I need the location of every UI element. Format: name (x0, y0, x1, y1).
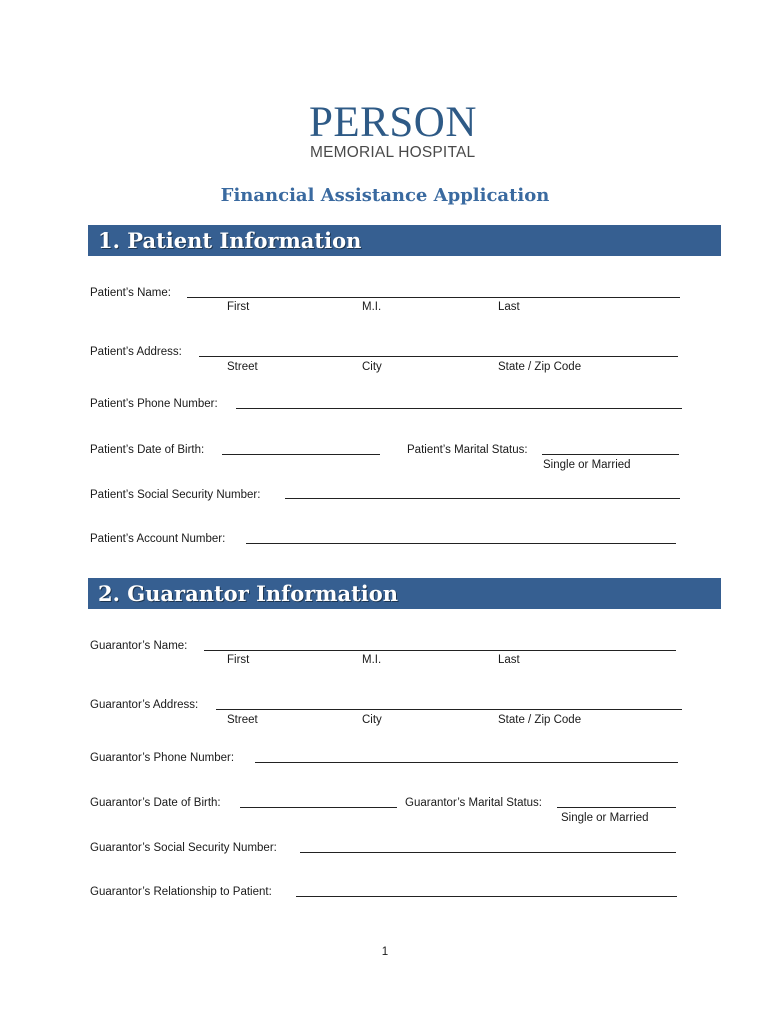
field-label: Patient’s Name: (90, 287, 171, 299)
sublabel-first: First (227, 301, 250, 313)
field-label: Patient’s Account Number: (90, 533, 226, 545)
field-label: Patient’s Date of Birth: (90, 444, 205, 456)
patient-ssn-line[interactable] (285, 498, 680, 499)
sublabel-city: City (362, 714, 382, 726)
field-label: Patient’s Phone Number: (90, 398, 218, 410)
sublabel-last: Last (498, 301, 520, 313)
field-label: Guarantor’s Address: (90, 699, 199, 711)
guarantor-dob-line[interactable] (240, 807, 397, 808)
sublabel-marital-hint: Single or Married (561, 812, 649, 824)
section-header-patient (88, 225, 721, 256)
patient-marital-line[interactable] (542, 454, 679, 455)
guarantor-ssn-line[interactable] (300, 852, 676, 853)
sublabel-street: Street (227, 714, 258, 726)
sublabel-last: Last (498, 654, 520, 666)
field-label: Guarantor’s Relationship to Patient: (90, 886, 272, 898)
guarantor-name-line[interactable] (204, 650, 676, 651)
field-label: Guarantor’s Social Security Number: (90, 842, 277, 854)
guarantor-phone-line[interactable] (255, 762, 678, 763)
section-title: 2. Guarantor Information (98, 581, 399, 606)
sublabel-marital-hint: Single or Married (543, 459, 631, 471)
field-label: Guarantor’s Marital Status: (405, 797, 542, 809)
patient-phone-line[interactable] (236, 408, 682, 409)
logo-subtitle: MEMORIAL HOSPITAL (310, 144, 476, 161)
document-title: Financial Assistance Application (220, 185, 550, 206)
field-label: Patient’s Social Security Number: (90, 489, 261, 501)
patient-account-line[interactable] (246, 543, 676, 544)
guarantor-relationship-line[interactable] (296, 896, 677, 897)
sublabel-city: City (362, 361, 382, 373)
field-label: Patient’s Address: (90, 346, 182, 358)
patient-dob-line[interactable] (222, 454, 380, 455)
patient-address-line[interactable] (199, 356, 678, 357)
section-title: 1. Patient Information (98, 228, 362, 253)
sublabel-state-zip: State / Zip Code (498, 361, 582, 373)
field-label: Guarantor’s Phone Number: (90, 752, 235, 764)
section-header-guarantor (88, 578, 721, 609)
patient-name-line[interactable] (187, 297, 680, 298)
sublabel-state-zip: State / Zip Code (498, 714, 582, 726)
sublabel-street: Street (227, 361, 258, 373)
field-label: Guarantor’s Date of Birth: (90, 797, 221, 809)
sublabel-first: First (227, 654, 250, 666)
sublabel-mi: M.I. (362, 301, 382, 313)
guarantor-marital-line[interactable] (557, 807, 676, 808)
guarantor-address-line[interactable] (216, 709, 682, 710)
sublabel-mi: M.I. (362, 654, 382, 666)
logo-wordmark: PERSON (309, 99, 477, 146)
field-label: Guarantor’s Name: (90, 640, 188, 652)
field-label: Patient’s Marital Status: (407, 444, 528, 456)
page-number: 1 (381, 946, 389, 958)
